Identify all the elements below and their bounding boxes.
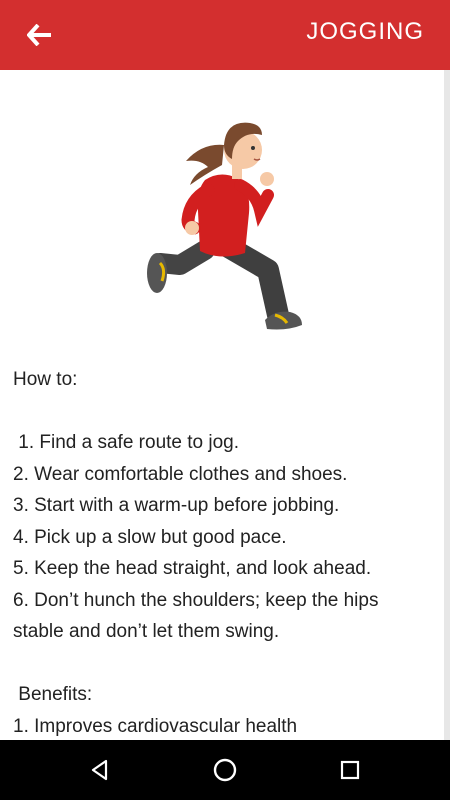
exercise-description	[13, 364, 433, 740]
benefit-item: 1. Improves cardiovascular health	[13, 715, 298, 737]
nav-recents-button[interactable]	[332, 752, 368, 788]
jogging-girl-illustration	[140, 115, 315, 345]
triangle-back-icon	[88, 758, 112, 782]
nav-home-button[interactable]	[207, 752, 243, 788]
square-recents-icon	[338, 758, 362, 782]
nav-back-button[interactable]	[82, 752, 118, 788]
arrow-left-icon	[27, 24, 53, 46]
how-to-heading: How to:	[13, 369, 78, 390]
how-to-step: 2. Wear comfortable clothes and shoes.	[13, 463, 348, 485]
circle-home-icon	[212, 757, 238, 783]
spacer	[13, 396, 433, 428]
back-button[interactable]	[20, 17, 60, 53]
how-to-step: 5. Keep the head straight, and look ahead.	[13, 558, 372, 579]
how-to-step: 6. Don’t hunch the shoulders; keep the hips stable and don’t let them swing.	[13, 589, 379, 642]
scrollbar-track[interactable]	[444, 70, 450, 740]
how-to-step: 1. Find a safe route to jog.	[13, 432, 240, 453]
content-area[interactable]	[0, 70, 444, 740]
spacer	[13, 648, 433, 680]
app-bar	[0, 0, 450, 70]
page-title: JOGGING	[306, 18, 424, 45]
how-to-step: 4. Pick up a slow but good pace.	[13, 526, 287, 548]
benefits-heading: Benefits:	[13, 684, 93, 705]
system-nav-bar	[0, 740, 450, 800]
how-to-step: 3. Start with a warm-up before jobbing.	[13, 495, 340, 516]
